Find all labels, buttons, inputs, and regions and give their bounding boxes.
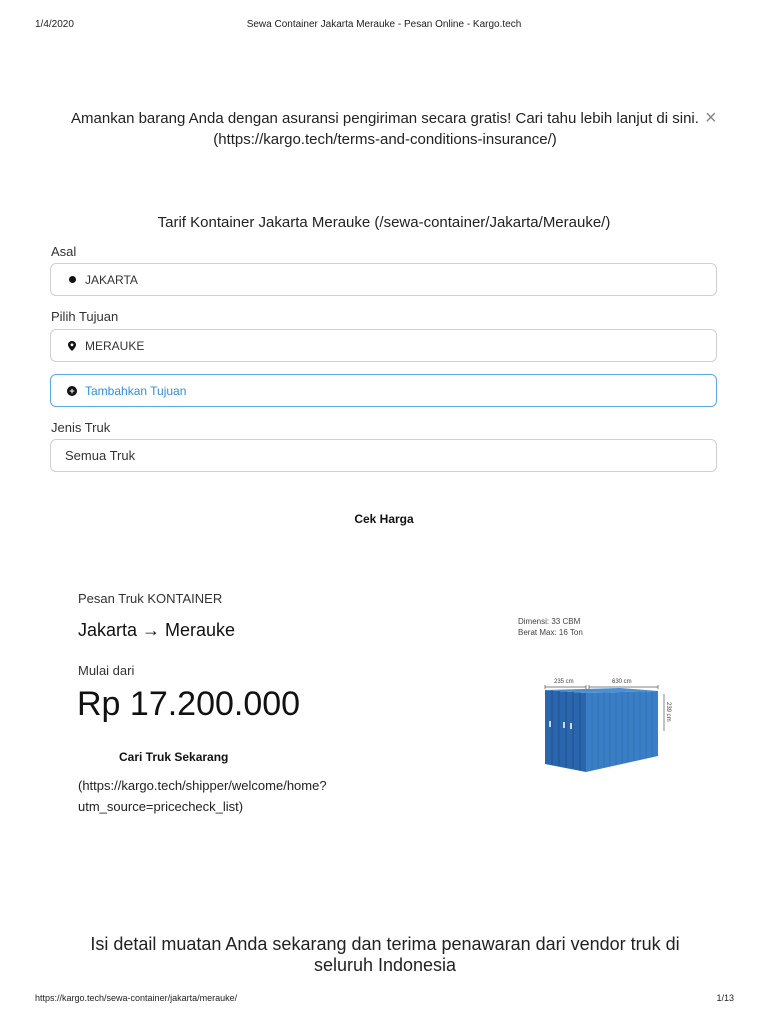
find-truck-button[interactable]: Cari Truk Sekarang [119, 750, 229, 764]
print-page-number: 1/13 [716, 993, 734, 1003]
container-max-weight: Berat Max: 16 Ton [518, 628, 583, 637]
price-value: Rp 17.200.000 [77, 685, 301, 723]
truck-type-select[interactable] [50, 439, 717, 472]
print-date: 1/4/2020 [35, 19, 74, 30]
container-width-label: 235 cm [554, 679, 574, 685]
dot-icon [65, 276, 79, 283]
result-heading: Pesan Truk KONTAINER [78, 591, 223, 606]
map-pin-icon [65, 341, 79, 351]
origin-field[interactable] [50, 263, 717, 296]
container-image [540, 676, 672, 776]
destination-label: Pilih Tujuan [51, 309, 119, 324]
plus-circle-icon: + [65, 386, 79, 396]
container-length-label: 630 cm [612, 679, 632, 685]
destination-value: MERAUKE [85, 338, 145, 353]
origin-label: Asal [51, 244, 77, 259]
print-page-title: Sewa Container Jakarta Merauke - Pesan Online - Kargo.tech [246, 19, 522, 30]
add-destination-button[interactable] [50, 374, 717, 407]
close-icon[interactable]: × [705, 107, 717, 129]
add-destination-label: Tambahkan Tujuan [85, 383, 187, 398]
truck-type-value: Semua Truk [65, 448, 136, 463]
print-url: https://kargo.tech/sewa-container/jakarta/merauke/ [35, 993, 238, 1003]
insurance-banner-text: Amankan barang Anda dengan asuransi pengiriman secara gratis! Cari tahu lebih lanjut di sini. (https://kargo.tech/terms-and-conditions-insurance/) [71, 110, 699, 148]
container-height-label: 239 cm [665, 702, 671, 722]
form-title: Tarif Kontainer Jakarta Merauke (/sewa-container/Jakarta/Merauke/) [157, 214, 611, 231]
check-price-button[interactable]: Cek Harga [354, 512, 414, 526]
container-specs [518, 616, 583, 638]
route-title: Jakarta → Merauke [78, 620, 236, 640]
container-dimension: Dimensi: 33 CBM [518, 617, 581, 626]
price-prefix: Mulai dari [78, 663, 135, 678]
destination-field[interactable] [50, 329, 717, 362]
origin-value: JAKARTA [85, 272, 138, 287]
bottom-cta-text: Isi detail muatan Anda sekarang dan terima penawaran dari vendor truk di seluruh Indonesia [90, 934, 680, 975]
find-truck-url[interactable]: (https://kargo.tech/shipper/welcome/home?utm_source=pricecheck_list) [78, 778, 327, 814]
truck-type-label: Jenis Truk [51, 420, 111, 435]
